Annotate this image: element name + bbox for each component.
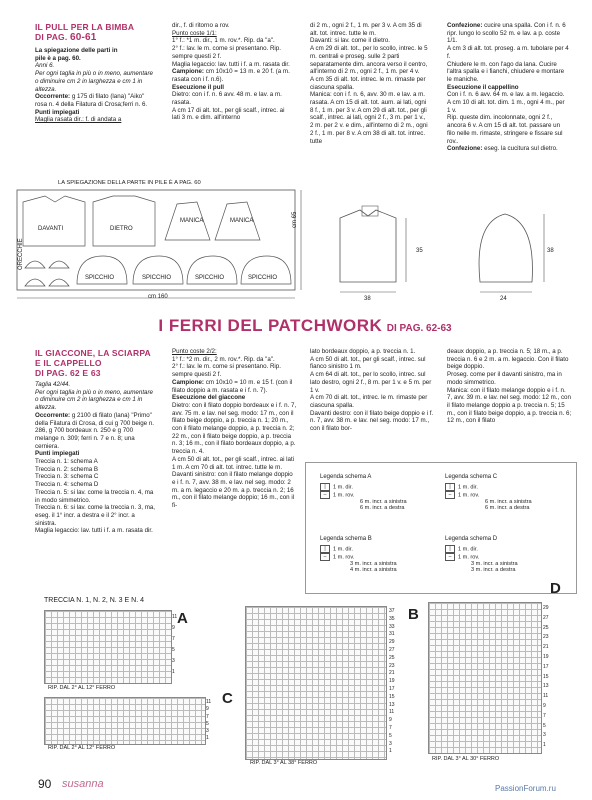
legend-b-text-4: 4 m. incr. a sinistra [350,567,397,573]
part-davanti: DAVANTI [38,226,64,232]
magazine-name: susanna [62,778,104,790]
materials [35,93,153,108]
chart-row-number: 31 [389,631,395,638]
legend-c [445,474,532,512]
age: Anni 6. [35,62,55,70]
legend-b-text-2: 1 m. rov. [333,553,355,560]
chart-a-grid [44,610,172,684]
conf2-text: eseg. la cucitura sul dietro. [484,145,558,153]
watermark: PassionForum.ru [495,784,556,793]
article2-column-3 [310,348,435,458]
col3-text: di 2 m., ogni 2 f., 1 m. per 3 v. A cm 35 di alt. tot. intrec. tutte le m. [310,22,422,37]
legend-a-item-2 [320,491,407,499]
treccia-5: Treccia n. 5: si lav. come la treccia n. 4, ma in modo simmetrico. [35,488,154,504]
points-label: Punti impiegati [35,108,80,116]
campione-2-text: cm 10x10 = 10 m. e 15 f. (con il filato doppio a m. rasata e i f. n. 7). [172,378,293,394]
giaccone-d2: A cm 50 di alt. tot., per gli scalf., intrec. ai lati 1 m. A cm 70 di alt. tot. intrec. tutte le m. [172,455,295,471]
chart-d-rip: RIP. DAL 3° AL 30° FERRO [432,756,500,762]
col2-text: dir., f. di ritorno a rov. [172,22,230,29]
legaccio-2: Maglia legaccio: lav. tutti i f. a m. rasata dir. [35,527,153,535]
chart-d-grid [428,602,542,754]
dietro: Dietro: con i f. n. 6 avv. 48 m. e lav. a m. rasata. [172,91,282,107]
chart-row-number: 29 [543,605,549,611]
chart-b-grid [245,606,387,760]
chart-row-number: 9 [389,717,392,724]
chart-row-number: 27 [543,614,549,621]
article2-materials [35,412,155,451]
chart-row-number: 27 [389,646,395,653]
col3-d3: A cm 35 di alt. tot. intrec. le m. rimaste per ciascuna spalla. [310,75,426,91]
article1-column [35,22,153,192]
chart-row-number: 5 [172,647,175,653]
purl-symbol-icon: – [445,553,455,561]
cappellino-label: Esecuzione il cappellino [447,83,519,91]
chart-a-row-numbers [172,612,177,678]
materials-label: Occorrente: [35,93,71,101]
legend-d-title: Legenda schema D [445,536,498,542]
campione-2 [172,379,297,394]
article1-title: IL PULL PER LA BIMBA [35,22,135,32]
chart-row-number: 29 [389,639,395,646]
chart-row-number: 7 [172,636,175,642]
knit-symbol-icon: | [320,545,330,553]
legend-a-text-1: 1 m. dir. [333,483,353,490]
chart-row-number: 19 [543,653,549,660]
article2-title-2: E IL CAPPELLO [35,358,102,368]
part-orecchie: ORECCHIE [18,238,24,270]
col3-d2: A cm 29 di alt. tot., per lo scollo, intrec. le 5 m. centrali e proseg. sulle 2 parti separatamente dim. ancora verso il centro, all'interno di 2 m., ogni 2 f., 1 m. per 4 v. [310,45,428,76]
coste-22-2: 2° f.: lav. le m. come si presentano. Rip. sempre questi 2 f. [172,363,281,379]
col7-t2: A cm 50 di alt. tot., per gli scalf., intrec. sul fianco sinistro 1 m. [310,355,426,371]
chart-row-number: 7 [543,712,546,719]
treccia-3: Treccia n. 3: schema C [35,473,99,481]
article2-title-1: IL GIACCONE, LA SCIARPA [35,348,151,358]
chart-row-number: 3 [543,732,546,739]
article2-points-label: Punti impiegati [35,450,80,458]
article2-size: Taglia 42/44. [35,381,71,388]
sleeve-width: 24 [500,296,507,302]
sweater-height: 35 [416,248,423,254]
width-label: cm 160 [148,294,168,300]
col7-t: lato bordeaux doppio, a p. treccia n. 1. [310,348,416,355]
charts-header: TRECCIA N. 1, N. 2, N. 3 E N. 4 [44,597,144,604]
legend-b [320,536,397,574]
treccia-6: Treccia n. 6: si lav. come la treccia n. 3, ma, eseg. il 1° incr. a destra e il 2° incr. a sinistra. [35,504,155,527]
chart-row-number: 21 [389,670,395,677]
chart-row-number: 19 [389,678,395,685]
giaccone-davanti: Davanti sinistro: con il filato melange doppio e i f. n. 7, avv. 38 m. e lav. nel seg. modo: 2 m. a m. legaccio e 20 m. a p. treccia n. 2; 16 m., con il filato melange doppio; 16 m., con il fi- [172,471,295,510]
sweater-width: 38 [364,296,371,302]
campione-text: cm 10x10 = 13 m. e 20 f. (a m. rasata con i f. n.6). [172,68,290,83]
campione-label: Campione: [172,68,204,76]
chart-c-rip: RIP. DAL 2° AL 12° FERRO [48,745,116,751]
chart-row-number: 11 [172,614,178,620]
chart-row-number: 9 [543,702,546,709]
col7-t4: A cm 70 di alt. tot., intrec. le m. rimaste per ciascuna spalla. [310,394,428,409]
coste-22: Punto coste 2/2: [172,348,217,355]
chart-row-number: 7 [389,724,392,731]
treccia-4: Treccia n. 4: schema D [35,481,99,489]
campione-2-label: Campione: [172,378,204,386]
part-dietro: DIETRO [110,226,133,232]
davanti: Davanti: si lav. come il dietro. [310,37,391,45]
chart-row-number: 37 [389,608,395,614]
maglia-rasata: Maglia rasata dir.: f. di andata a [35,116,122,124]
explanation-2: pile è a pag. 60. [35,54,81,62]
col8-t: deaux doppio, a p. treccia n. 5; 18 m., a p. treccia n. 6 e 2 m. a m. legaccio. Con il filato beige doppio. [447,348,569,371]
chart-b-letter: B [408,606,419,623]
col8-t2: Proseg. come per il davanti sinistro, ma in modo simmetrico. [447,371,562,386]
conf2-label: Confezione: [447,145,483,153]
chart-row-number: 11 [206,699,212,705]
knit-symbol-icon: | [445,545,455,553]
chart-row-number: 25 [543,624,549,631]
chart-row-number: 33 [389,623,395,630]
legend-a-text-3: 6 m. incr. a sinistra [360,498,407,505]
legend-d-text-2: 1 m. rov. [458,553,480,560]
cappellino-2: Rip. queste dim. incolonnate, ogni 2 f., ancora 6 v. A cm 15 di alt. tot. passare un filo nelle m. rimaste, stringere e fissare sul rov.. [447,114,563,145]
chart-row-number: 35 [389,615,395,622]
chart-b-rip: RIP. DAL 3° AL 38° FERRO [250,760,318,766]
banner [35,316,575,336]
banner-suffix: DI PAG. 62-63 [386,323,452,334]
chart-c-grid [44,697,206,745]
chart-row-number: 23 [389,662,395,669]
article2-materials-text: g 2100 di filato (lana) "Primo" della Filatura di Crosa, di cui g 700 beige n. 286, g 700 bordeaux n. 250 e g 700 melange n. 309; ferri n. 7 e n. 8; una cerniera. [35,411,155,450]
legend-c-text-1: 1 m. dir. [458,483,478,490]
sweater-diagram [320,200,430,305]
legend-d-text-4: 3 m. incr. a destra [471,567,516,573]
chart-b-row-numbers [389,608,395,756]
article1-column-3 [310,22,430,197]
chart-row-number: 17 [543,663,549,670]
materials-text: g 175 di filato (lana) "Aiko" rosa n. 4 della Filatura di Crosa;ferri n. 6. [35,93,148,108]
chart-row-number: 15 [543,673,549,680]
legend-d-item-4 [471,567,518,574]
a-cm: A cm 17 di alt. tot., per gli scalf., intrec. ai lati 3 m. e dim. all'interno [172,106,285,122]
col7-t5: Davanti destro: con il filato beige doppio e i f. n. 7, avv. 38 m. e lav. nel seg. modo: 17 m., con il filato bor- [310,409,434,433]
legend-c-item-4 [485,505,532,512]
chart-row-number: 9 [206,706,209,713]
purl-symbol-icon: – [445,491,455,499]
legend-a-title: Legenda schema A [320,474,372,480]
part-manica-2: MANICA [230,218,254,224]
legend-b-item-2 [320,553,397,561]
chart-row-number: 13 [543,683,549,690]
chart-row-number: 11 [389,709,395,716]
article1-title-pages [35,32,153,43]
chart-row-number: 21 [543,644,549,651]
legend-a-text-4: 6 m. incr. a destra [360,505,405,511]
treccia-1: Treccia n. 1: schema A [35,458,98,466]
conf-c3: Chiudere le m. con l'ago da lana. Cucire l'altra spalla e i fianchi, chiudere e montare le maniche. [447,60,565,83]
sleeve-height: 38 [547,248,554,254]
legend-b-text-1: 1 m. dir. [333,545,353,552]
legend-d-text-1: 1 m. dir. [458,545,478,552]
coste-22-1: 1° f.: *2 m. dir., 2 m. rov.*. Rip. da "a". [172,355,275,363]
confezione [447,22,569,45]
article1-column-4 [447,22,569,197]
chart-d-row-numbers [543,604,549,751]
knit-symbol-icon: | [320,483,330,491]
chart-row-number: 3 [206,728,209,735]
conf-c2: A cm 3 di alt. tot. proseg. a m. tubolare per 4 f. [447,45,569,60]
punto-coste: Punto coste 1/1: [172,29,217,37]
legaccio: Maglia legaccio: lav. tutti i f. a m. rasata dir. [172,60,290,68]
col7-t3: A cm 64 di alt. tot., per lo scollo, intrec. sul lato destro, ogni 2 f., 8 m. per 1 v. e 5 m. per 1 v. [310,371,432,394]
article2-materials-label: Occorrente: [35,411,71,419]
size-note: Per ogni taglia in più o in meno, aumentare o diminuire cm 2 in larghezza e cm 1 in altezza. [35,70,153,93]
chart-row-number: 13 [389,701,395,708]
article2-title-3: DI PAG. 62 E 63 [35,368,101,378]
legend-d-text-3: 3 m. incr. a sinistra [471,560,518,567]
chart-d-letter: D [550,580,561,597]
article2-column [35,348,155,593]
chart-c-letter: C [222,690,233,707]
legend-a-text-2: 1 m. rov. [333,491,355,498]
chart-row-number: 1 [389,748,392,755]
conf-label: Confezione: [447,22,483,29]
chart-row-number: 1 [206,735,209,742]
giaccone-dietro: Dietro: con il filato doppio bordeaux e i f. n. 7, avv. 75 m. e lav. nel seg. modo: 17 m., con il filato beige doppio, a p. treccia n. 1; 20 m., con il filato melange doppio, a p. treccia n. 2; 22 m., con il filato beige doppio, a p. treccia n. 3; 16 m., con il filato bordeaux doppio, a p. treccia n. 4. [172,401,297,456]
legend-c-text-4: 6 m. incr. a destra [485,505,530,511]
part-spicchio-4: SPICCHIO [248,275,278,281]
purl-symbol-icon: – [320,553,330,561]
legend-c-text-2: 1 m. rov. [458,491,480,498]
part-spicchio-3: SPICCHIO [195,275,225,281]
height-label: cm 65 [292,211,298,228]
confezione-2 [447,145,569,153]
chart-row-number: 1 [172,669,175,675]
title-prefix: DI PAG. [35,32,68,42]
part-spicchio-2: SPICCHIO [142,275,172,281]
purl-symbol-icon: – [320,491,330,499]
coste-1: 1° f.: *1 m. dir., 1 m. rov.*. Rip. da "a". [172,37,275,45]
chart-row-number: 23 [543,634,549,641]
knit-symbol-icon: | [445,483,455,491]
col8-t3: Manica: con il filato melange doppio e i f. n. 7, avv. 39 m. e lav. nel seg. modo: 12 m., con il filato melange doppio a p. treccia n. 5; 15 m., con il filato beige doppio, a p. treccia n. 6; 12 m., con il filato [447,386,572,425]
part-manica-1: MANICA [180,218,204,224]
chart-row-number: 5 [543,722,546,729]
article2-column-4 [447,348,572,458]
legend-d [445,536,518,574]
chart-row-number: 3 [172,658,175,664]
coste-2: 2° f.: lav. le m. come si presentano. Rip. sempre questi 2 f. [172,45,281,60]
legend-c-title: Legenda schema C [445,474,498,480]
chart-row-number: 5 [206,720,209,727]
chart-row-number: 15 [389,693,395,700]
cappellino: Con i f. n. 6 avv. 64 m. e lav. a m. legaccio. A cm 10 di alt. tot. dim. 1 m., ogni 4 m., per 1 v. [447,91,565,114]
article2-column-2 [172,348,297,593]
legend-d-item-1 [445,545,518,553]
chart-row-number: 1 [543,742,546,749]
title-pages: 60-61 [69,32,97,43]
chart-c-row-numbers [206,699,211,743]
legend-b-item-4 [350,567,397,574]
banner-title: I FERRI DEL PATCHWORK [158,316,383,335]
chart-row-number: 25 [389,654,395,661]
campione [172,68,290,83]
chart-row-number: 3 [389,740,392,747]
part-spicchio-1: SPICCHIO [85,275,115,281]
legend-c-item-1 [445,483,532,491]
chart-a-letter: A [177,610,188,627]
legend-b-title: Legenda schema B [320,536,372,542]
chart-row-number: 9 [172,625,175,631]
explanation-1: La spiegazione delle parti in [35,47,118,54]
legend-b-text-3: 3 m. incr. a sinistra [350,560,397,567]
giaccone-label: Esecuzione del giaccone [172,394,246,402]
legend-a-item-1 [320,483,407,491]
article1-column-2 [172,22,290,172]
chart-row-number: 17 [389,685,395,692]
execution-label: Esecuzione il pull [172,83,224,91]
chart-a-rip: RIP. DAL 2° AL 12° FERRO [48,685,116,691]
legend-b-item-1 [320,545,397,553]
chart-row-number: 11 [543,693,549,700]
conf-text: cucire una spalla. Con i f. n. 6 ripr. lungo lo scollo 52 m. e lav. a p. coste 1/1. [447,22,566,45]
chart-row-number: 5 [389,732,392,739]
legend-c-item-2 [445,491,532,499]
pile-pattern-diagram [15,188,305,306]
chart-row-number: 7 [206,713,209,720]
legend-a-item-4 [360,505,407,512]
page-number: 90 [38,777,52,791]
pile-caption: LA SPIEGAZIONE DELLA PARTE IN PILE È A PAG. 60 [58,180,201,186]
legend-d-item-2 [445,553,518,561]
article2-note: Per ogni taglia in più o in meno, aumentare o diminuire cm 2 in larghezza e cm 1 in altezza. [35,388,153,412]
manica: Manica: con i f. n. 6, avv. 30 m. e lav. a m. rasata. A cm 15 di alt. tot. aum. ai lati, ogni 8 f., 1 m. per 3 v. A cm 29 di alt. tot., per gli scalf., intrec. ai lati, ogni 2 f., 3 m. per 1 v., 2 m. per 2 v. e dim., all'interno di 2 m., ogni 2 f., 1 m. per 8 v. A cm 38 di alt. tot. intrec. tutte [310,91,428,145]
treccia-2: Treccia n. 2: schema B [35,465,99,473]
legend-a [320,474,407,512]
legend-c-text-3: 6 m. incr. a sinistra [485,498,532,505]
